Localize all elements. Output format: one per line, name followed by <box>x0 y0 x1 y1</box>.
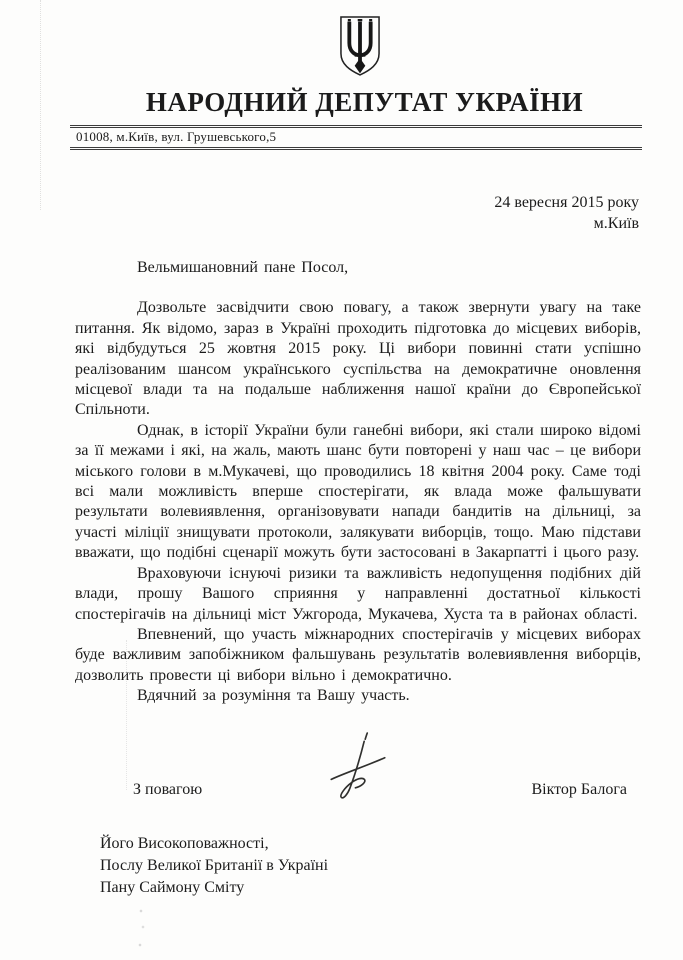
valediction: З повагою <box>133 780 203 798</box>
recipient-line-3: Пану Саймону Сміту <box>100 878 245 896</box>
paragraph-2: Однак, в історії України були ганебні вибори, які стали широко відомі за її межами і які, на жаль, мають шанс бути повторені у наш час – це вибори міського голови в м.Мукачеві, що проводились 18 квітня 2004 року. Саме тоді всі мали можливість вперше спостерігати, як влада може фальшувати результати волевиявлення, організовувати напади бандитів на дільниці, за участі міліції знищувати протоколи, залякувати виборців, тощо. Маю підстави вважати, що подібні сценарії можуть бути застосовані в Закарпатті і цього разу. <box>75 421 641 562</box>
letter-date: 24 вересня 2015 року <box>494 194 639 211</box>
paragraph-1: Дозвольте засвідчити свою повагу, а також звернути увагу на таке питання. Як відомо, зараз в Україні проходить підготовка до місцевих виборів, які відбудуться 25 жовтня 2015 року. Ці вибори повинні стати успішно реалізованим шансом українського суспільства на демократичне оновлення місцевої влади та на подальше наближення нашої країни до Європейської Спільноти. <box>75 299 641 419</box>
paragraph-5: Вдячний за розуміння та Вашу участь. <box>137 687 410 705</box>
letter-body <box>75 258 641 707</box>
letterhead-rule-bottom <box>70 147 642 150</box>
salutation: Вельмишановний пане Посол, <box>137 259 349 276</box>
ukraine-tryzub-icon <box>335 14 385 78</box>
closing-block <box>75 737 639 809</box>
paragraph-3: Враховуючи існуючі ризики та важливість недопущення подібних дій влади, прошу Вашого сприяння у направленні достатньої кількості спостерігачів на дільниці міст Ужгорода, Мукачева, Хуста та в районах області. <box>75 564 641 623</box>
scan-artifact-dotted-line <box>126 640 127 790</box>
handwritten-signature-icon <box>327 731 389 808</box>
letterhead-title: НАРОДНИЙ ДЕПУТАТ УКРАЇНИ <box>145 87 584 117</box>
paragraph-4: Впевнений, що участь міжнародних спостерігачів у місцевих виборах буде важливим запобіжником фальшувань результатів волевиявлення виборців, дозволить провести ці вибори вільно і демократично. <box>75 625 641 684</box>
letter-city: м.Київ <box>593 215 639 232</box>
dateline <box>0 192 639 234</box>
scan-artifact-dotted-line <box>40 0 41 210</box>
recipient-line-1: Його Високоповажності, <box>100 834 269 852</box>
recipient-block <box>100 833 683 899</box>
letterhead <box>0 0 683 83</box>
recipient-line-2: Послу Великої Британії в Україні <box>100 856 329 874</box>
letterhead-rules <box>70 125 642 150</box>
signer-name: Віктор Балога <box>531 780 627 798</box>
letterhead-address: 01008, м.Київ, вул. Грушевського,5 <box>76 129 277 144</box>
scan-artifact-specks <box>138 905 148 955</box>
